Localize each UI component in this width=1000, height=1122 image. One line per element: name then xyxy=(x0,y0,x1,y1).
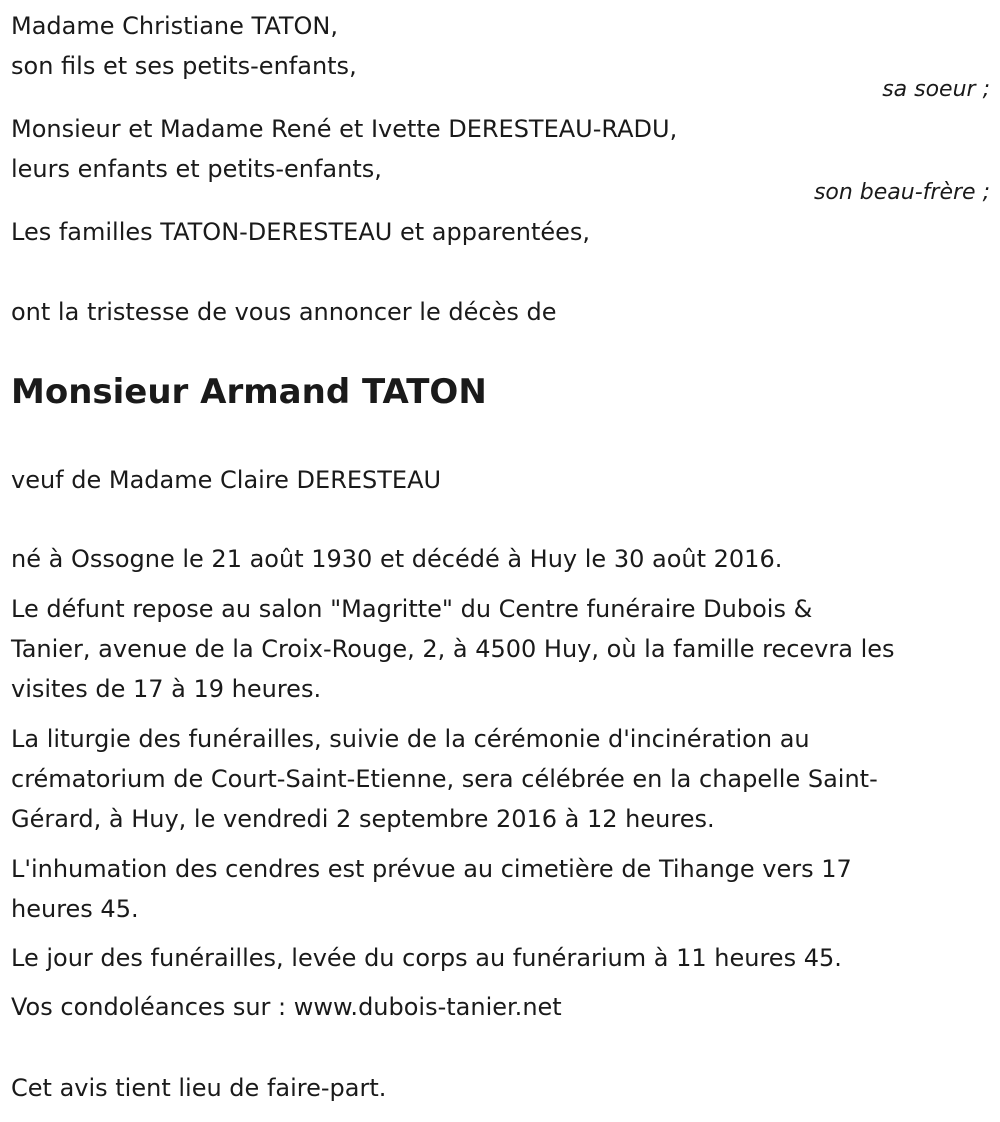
relation-sister: sa soeur ; xyxy=(882,77,990,102)
birth-death-text: né à Ossogne le 21 août 1930 et décédé à Huy le 30 août 2016. xyxy=(11,545,783,573)
condolences-text: Vos condoléances sur : www.dubois-tanier.net xyxy=(11,993,562,1021)
relation-brother-in-law: son beau-frère ; xyxy=(813,180,990,205)
family-line-2: son fils et ses petits-enfants, xyxy=(11,52,357,80)
spouse-text: veuf de Madame Claire DERESTEAU xyxy=(11,466,442,494)
deceased-name: Monsieur Armand TATON xyxy=(11,372,487,412)
liturgy-line-1: La liturgie des funérailles, suivie de la cérémonie d'incinération au xyxy=(11,725,810,753)
family-line-4: leurs enfants et petits-enfants, xyxy=(11,155,382,183)
family-line-3: Monsieur et Madame René et Ivette DERESTEAU-RADU, xyxy=(11,115,678,143)
liturgy-line-2: crématorium de Court-Saint-Etienne, sera célébrée en la chapelle Saint- xyxy=(11,765,878,793)
levee-text: Le jour des funérailles, levée du corps au funérarium à 11 heures 45. xyxy=(11,944,842,972)
repose-line-1: Le défunt repose au salon "Magritte" du Centre funéraire Dubois & xyxy=(11,595,813,623)
family-line-1: Madame Christiane TATON, xyxy=(11,12,339,40)
repose-line-3: visites de 17 à 19 heures. xyxy=(11,675,322,703)
announcement-text: ont la tristesse de vous annoncer le décès de xyxy=(11,298,557,326)
family-line-5: Les familles TATON-DERESTEAU et apparentées, xyxy=(11,218,591,246)
repose-line-2: Tanier, avenue de la Croix-Rouge, 2, à 4500 Huy, où la famille recevra les xyxy=(11,635,895,663)
inhumation-line-2: heures 45. xyxy=(11,895,139,923)
closing-text: Cet avis tient lieu de faire-part. xyxy=(11,1074,387,1102)
liturgy-line-3: Gérard, à Huy, le vendredi 2 septembre 2016 à 12 heures. xyxy=(11,805,715,833)
inhumation-line-1: L'inhumation des cendres est prévue au cimetière de Tihange vers 17 xyxy=(11,855,852,883)
